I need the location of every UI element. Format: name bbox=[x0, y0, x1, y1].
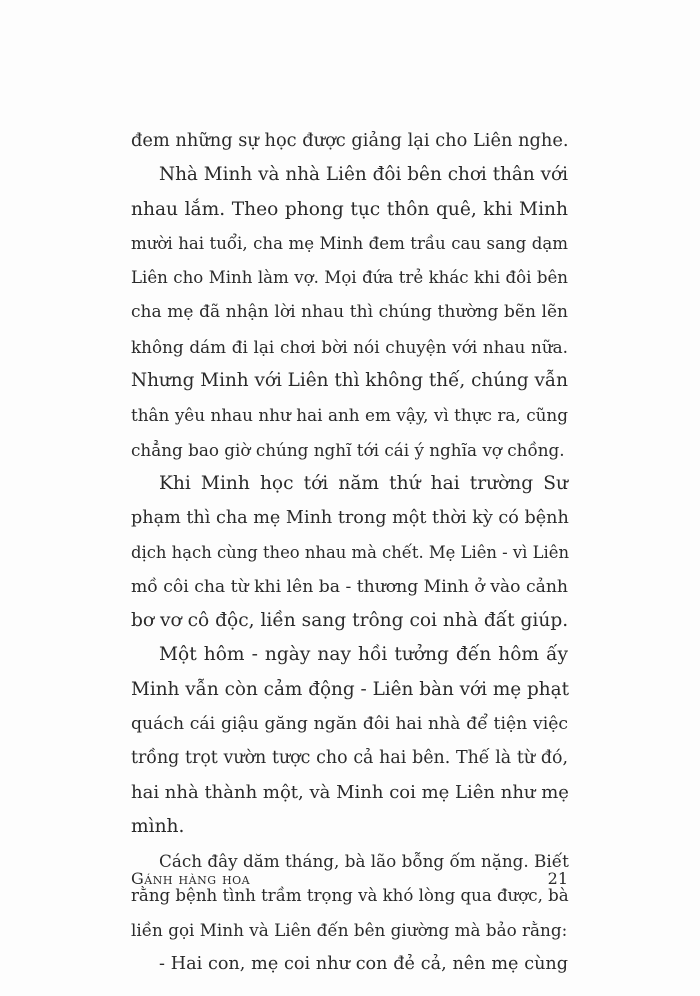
text-line: chẳng bao giờ chúng nghĩ tới cái ý nghĩa vợ chồng. bbox=[131, 439, 565, 460]
text-line: Nhà Minh và nhà Liên đôi bên chơi thân với bbox=[159, 164, 568, 186]
text-line: trồng trọt vườn tược cho cả hai bên. Thế là từ đó, bbox=[131, 748, 568, 769]
text-line: quách cái giậu găng ngăn đôi hai nhà để tiện việc bbox=[131, 714, 568, 735]
text-line: bơ vơ cô độc, liền sang trông coi nhà đất giúp. bbox=[131, 610, 569, 632]
text-line: mình. bbox=[131, 815, 185, 837]
text-line: Nhưng Minh với Liên thì không thế, chúng vẫn bbox=[131, 370, 569, 392]
running-title: Gánh hàng hoa bbox=[131, 869, 251, 888]
text-line: dịch hạch cùng theo nhau mà chết. Mẹ Liên - vì Liên bbox=[131, 542, 570, 562]
text-line: không dám đi lại chơi bời nói chuyện với nhau nữa. bbox=[131, 336, 568, 357]
text-line: - Hai con, mẹ coi như con đẻ cả, nên mẹ cùng bbox=[159, 954, 568, 975]
text-line: cha mẹ đã nhận lời nhau thì chúng thường bẽn lẽn bbox=[131, 302, 568, 323]
text-line: Một hôm - ngày nay hồi tưởng đến hôm ấy bbox=[159, 644, 568, 666]
text-line: thân yêu nhau như hai anh em vậy, vì thực ra, cũng bbox=[131, 405, 568, 426]
page-footer bbox=[131, 869, 568, 899]
body-text bbox=[131, 124, 568, 981]
text-line: phạm thì cha mẹ Minh trong một thời kỳ có bệnh bbox=[131, 508, 569, 529]
text-line: Cách đây dăm tháng, bà lão bỗng ốm nặng. Biết bbox=[159, 851, 569, 872]
text-line: hai nhà thành một, và Minh coi mẹ Liên như mẹ bbox=[131, 781, 569, 803]
text-line: Khi Minh học tới năm thứ hai trường Sư bbox=[159, 472, 568, 494]
text-line: rằng bệnh tình trầm trọng và khó lòng qua được, bà bbox=[131, 885, 569, 905]
text-line: Minh vẫn còn cảm động - Liên bàn với mẹ phạt bbox=[131, 678, 569, 700]
page-number: 21 bbox=[547, 869, 568, 888]
text-line: đem những sự học được giảng lại cho Liên nghe. bbox=[131, 130, 569, 151]
text-line: mồ côi cha từ khi lên ba - thương Minh ở vào cảnh bbox=[131, 576, 568, 597]
text-line: mười hai tuổi, cha mẹ Minh đem trầu cau sang dạm bbox=[131, 233, 568, 253]
text-line: liền gọi Minh và Liên đến bên giường mà bảo rằng: bbox=[131, 919, 568, 940]
text-line: Liên cho Minh làm vợ. Mọi đứa trẻ khác khi đôi bên bbox=[131, 268, 568, 288]
text-line: nhau lắm. Theo phong tục thôn quê, khi Minh bbox=[131, 198, 568, 220]
